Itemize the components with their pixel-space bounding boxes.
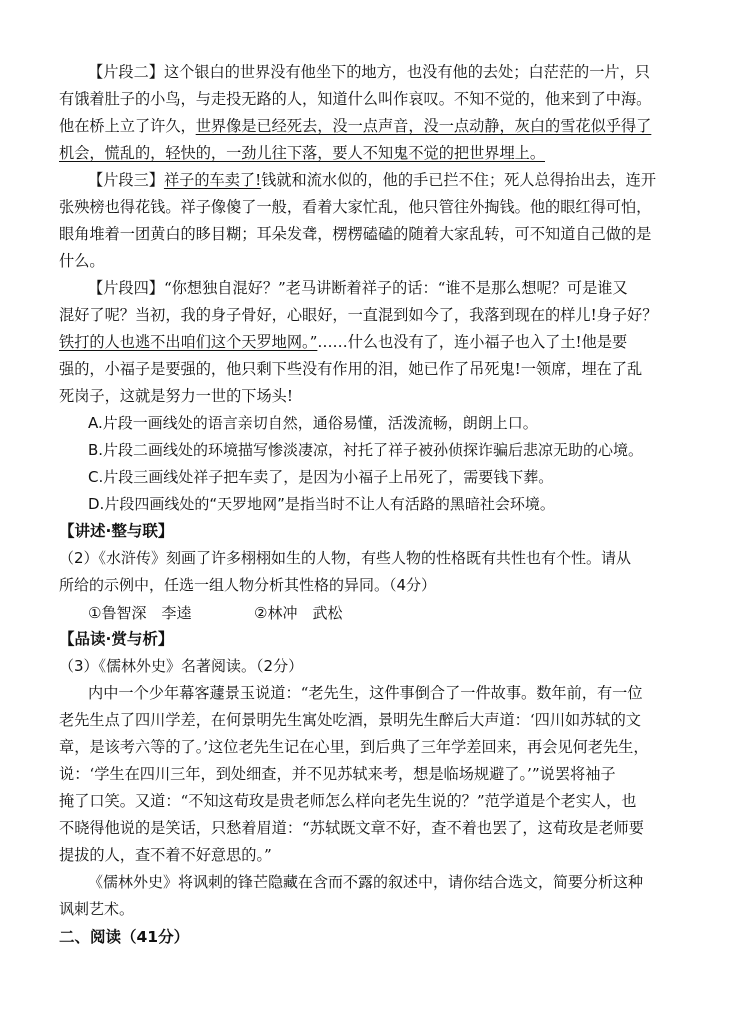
excerpt-line6: 不晓得他说的是笑话，只愁着眉道：“苏轼既文章不好，查不着也罢了，这荀玫是老师要 xyxy=(59,819,644,837)
fragment4-underlined-text: 铁打的人也逃不出咱们这个天罗地网。” xyxy=(59,333,318,351)
character-group-2: ②林冲 武松 xyxy=(254,604,343,622)
fragment3-label: 【片段三】 xyxy=(88,171,164,189)
fragment4-line4: 强的，小福子是要强的，他只剩下些没有作用的泪，她已作了吊死鬼!一领席，埋在了乱 xyxy=(59,360,643,378)
fragment3-underlined-text: 祥子的车卖了! xyxy=(163,171,262,189)
fragment4-line3 xyxy=(59,330,627,354)
excerpt-line5: 掩了口笑。又道：“不知这荀玫是贵老师怎么样向老先生说的？”范学道是个老实人，也 xyxy=(59,792,637,810)
excerpt-line1: 内中一个少年幕客蘧景玉说道：“老先生，这件事倒合了一件故事。数年前，有一位 xyxy=(88,684,643,702)
option-a: A.片段一画线处的语言亲切自然，通俗易懂，活泼流畅，朗朗上口。 xyxy=(88,414,538,432)
fragment4-line2: 混好了呢？当初，我的身子骨好，心眼好，一直混到如今了，我落到现在的样儿!身子好？ xyxy=(59,306,658,324)
fragment3-rest-text: 钱就和流水似的，他的手已拦不住；死人总得抬出去，连开 xyxy=(261,171,657,189)
section-heading-narrate: 【讲述·整与联】 xyxy=(59,522,174,540)
character-group-1: ①鲁智深 李逵 xyxy=(88,604,192,622)
fragment3-line1 xyxy=(88,168,656,192)
fragment2-line3 xyxy=(59,114,651,138)
option-d: D.片段四画线处的“天罗地网”是指当时不让人有活路的黑暗社会环境。 xyxy=(88,495,555,513)
fragment2-line2: 有饿着肚子的小鸟，与走投无路的人，知道什么叫作哀叹。不知不觉的，他来到了中海。 xyxy=(59,90,652,108)
fragment2-underlined-text: 世界像是已经死去，没一点声音，没一点动静，灰白的雪花似乎得了 xyxy=(195,117,652,135)
question3-title: （3）《儒林外史》名著阅读。（2分） xyxy=(59,657,304,675)
excerpt-line2: 老先生点了四川学差，在何景明先生寓处吃酒，景明先生醉后大声道：‘四川如苏轼的文 xyxy=(59,711,641,729)
excerpt-line3: 章，是该考六等的了。’这位老先生记在心里，到后典了三年学差回来，再会见何老先生， xyxy=(59,738,649,756)
part2-heading: 二、阅读（41分） xyxy=(59,928,190,946)
option-c: C.片段三画线处祥子把车卖了，是因为小福子上吊死了，需要钱下葬。 xyxy=(88,468,554,486)
question3-prompt-line2: 讽刺艺术。 xyxy=(59,900,135,918)
fragment4-line5: 死岗子，这就是努力一世的下场头! xyxy=(59,387,293,405)
fragment2-line1: 【片段二】这个银白的世界没有他坐下的地方，也没有他的去处；白茫茫的一片，只 xyxy=(88,63,650,81)
fragment4-line1: 【片段四】“你想独自混好？”老马讲断着祥子的话：“谁不是那么想呢？可是谁又 xyxy=(88,279,628,297)
excerpt-line4: 说：‘学生在四川三年，到处细查，并不见苏轼来考，想是临场规避了。’”说罢将袖子 xyxy=(59,765,616,783)
excerpt-line7: 提拔的人，查不着不好意思的。” xyxy=(59,846,272,864)
fragment3-line3: 眼角堆着一团黄白的眵目糊；耳朵发聋，楞楞磕磕的随着大家乱转，可不知道自己做的是 xyxy=(59,225,652,243)
fragment3-line4: 什么。 xyxy=(59,252,105,270)
question3-prompt-line1: 《儒林外史》将讽刺的锋芒隐藏在含而不露的叙述中，请你结合选文，简要分析这种 xyxy=(88,873,644,891)
fragment4-rest-text: ……什么也没有了，连小福子也入了土!他是要 xyxy=(317,333,628,351)
fragment3-line2: 张殃榜也得花钱。祥子像傻了一般，看着大家忙乱，他只管往外掏钱。他的眼红得可怕， xyxy=(59,198,652,216)
section-heading-appreciate: 【品读·赏与析】 xyxy=(59,630,174,648)
question2-line2: 所给的示例中，任选一组人物分析其性格的异同。（4分） xyxy=(59,576,437,594)
fragment2-plain-text: 他在桥上立了许久， xyxy=(59,117,196,135)
option-b: B.片段二画线处的环境描写惨淡凄凉，衬托了祥子被孙侦探诈骗后悲凉无助的心境。 xyxy=(88,441,644,459)
fragment2-line4-underlined: 机会，慌乱的，轻快的，一劲儿往下落，要人不知鬼不觉的把世界埋上。 xyxy=(59,144,545,162)
question2-line1: （2）《水浒传》刻画了许多栩栩如生的人物，有些人物的性格既有共性也有个性。请从 xyxy=(59,549,632,567)
